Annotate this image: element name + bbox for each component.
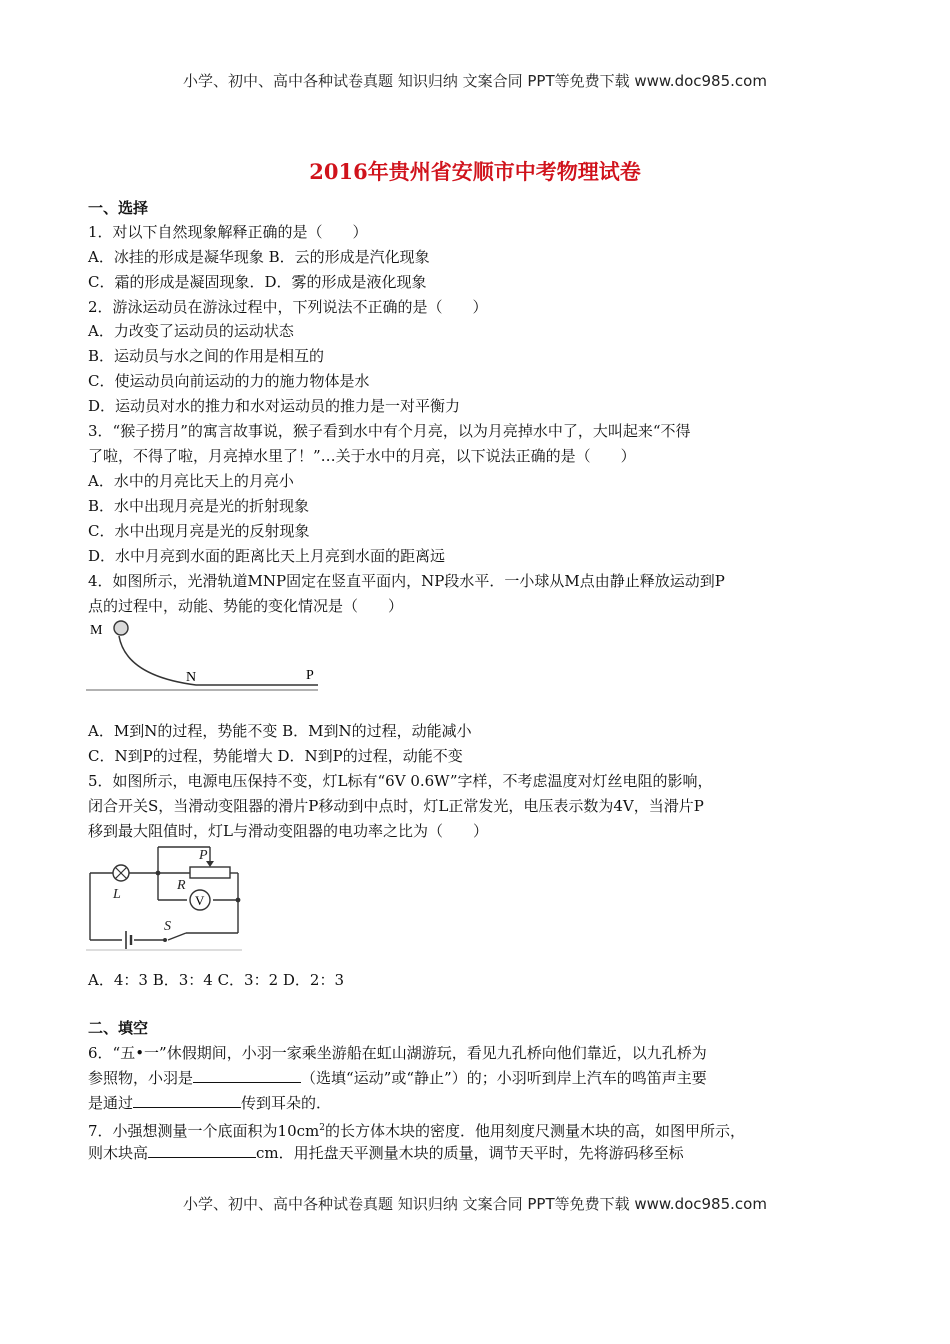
- q3-stem-line1: 3．“猴子捞月”的寓言故事说，猴子看到水中有个月亮，以为月亮掉水中了，大叫起来“不得: [88, 422, 691, 440]
- q5-circuit-figure: [86, 840, 246, 952]
- q7-line2-b: cm．用托盘天平测量木块的质量，调节天平时，先将游码移至标: [256, 1144, 684, 1162]
- q5-label-l: L: [113, 887, 121, 902]
- q2-stem: 2．游泳运动员在游泳过程中，下列说法不正确的是（ ）: [88, 298, 488, 316]
- q4-stem-line2: 点的过程中，动能、势能的变化情况是（ ）: [88, 597, 404, 615]
- q5-stem-line3: 移到最大阻值时，灯L与滑动变阻器的电功率之比为（ ）: [88, 822, 488, 840]
- q7-line2-a: 则木块高: [88, 1144, 149, 1162]
- q1-stem: 1．对以下自然现象解释正确的是（ ）: [88, 223, 368, 241]
- q3-stem-line2: 了啦，不得了啦，月亮掉水里了！”…关于水中的月亮，以下说法正确的是（ ）: [88, 447, 636, 465]
- q5-label-v: V: [195, 893, 205, 908]
- switch-pivot: [163, 938, 167, 942]
- battery-icon: [126, 931, 131, 949]
- q2-option-a: A．力改变了运动员的运动状态: [88, 322, 294, 340]
- q2-option-b: B．运动员与水之间的作用是相互的: [88, 347, 325, 365]
- q6-line2-b: （选填“运动”或“静止”）的；小羽听到岸上汽车的鸣笛声主要: [301, 1069, 707, 1087]
- q6-line3-a: 是通过: [88, 1094, 134, 1112]
- q6-line3-b: 传到耳朵的．: [241, 1094, 332, 1112]
- lamp-icon: [113, 865, 129, 881]
- q5-stem-line2: 闭合开关S，当滑动变阻器的滑片P移动到中点时，灯L正常发光，电压表示数为4V，当滑片P: [88, 797, 704, 815]
- q1-options-ab: A．冰挂的形成是凝华现象 B．云的形成是汽化现象: [88, 248, 430, 266]
- q4-options-ab: A．M到N的过程，势能不变 B．M到N的过程，动能减小: [88, 722, 472, 740]
- q6-blank-1[interactable]: [193, 1068, 301, 1083]
- q5-label-s: S: [164, 919, 171, 934]
- q5-label-p: P: [199, 848, 208, 863]
- q3-option-a: A．水中的月亮比天上的月亮小: [88, 472, 294, 490]
- q2-option-d: D．运动员对水的推力和水对运动员的推力是一对平衡力: [88, 397, 461, 415]
- q7-line2: [88, 1143, 684, 1163]
- q6-line3: [88, 1093, 331, 1113]
- voltmeter-icon: [190, 890, 210, 910]
- q5-label-r: R: [177, 878, 186, 893]
- q6-line1: 6．“五•一”休假期间，小羽一家乘坐游船在虹山湖游玩，看见九孔桥向他们靠近，以九孔桥为: [88, 1044, 707, 1062]
- q1-options-cd: C．霜的形成是凝固现象．D．雾的形成是液化现象: [88, 273, 427, 291]
- q4-stem-line1: 4．如图所示，光滑轨道MNP固定在竖直平面内，NP段水平．一小球从M点由静止释放运动到P: [88, 572, 725, 590]
- q5-options: A．4：3 B．3：4 C．3：2 D．2：3: [88, 971, 345, 989]
- q3-option-b: B．水中出现月亮是光的折射现象: [88, 497, 310, 515]
- q6-line2-a: 参照物，小羽是: [88, 1069, 194, 1087]
- q7-line1-b: 的长方体木块的密度．他用刻度尺测量木块的高，如图甲所示，: [325, 1122, 746, 1140]
- section-heading-fill: 二、填空: [88, 1019, 149, 1037]
- q7-line1: [88, 1118, 745, 1141]
- page-title: 2016年贵州省安顺市中考物理试卷: [309, 159, 641, 184]
- q4-track-curve: [119, 636, 318, 685]
- q4-options-cd: C．N到P的过程，势能增大 D．N到P的过程，动能不变: [88, 747, 463, 765]
- junction-dot: [156, 871, 161, 876]
- q6-blank-2[interactable]: [133, 1093, 241, 1108]
- q4-label-p: P: [306, 668, 314, 683]
- q6-line2: [88, 1068, 707, 1088]
- q4-label-n: N: [186, 670, 197, 685]
- q2-option-c: C．使运动员向前运动的力的施力物体是水: [88, 372, 370, 390]
- section-heading-choice: 一、选择: [88, 199, 149, 217]
- q3-option-d: D．水中月亮到水面的距离比天上月亮到水面的距离远: [88, 547, 446, 565]
- q7-superscript: 2: [319, 1123, 325, 1133]
- ball-icon: [114, 621, 128, 635]
- q3-option-c: C．水中出现月亮是光的反射现象: [88, 522, 310, 540]
- rheostat-icon: [190, 867, 230, 878]
- q7-blank-1[interactable]: [148, 1143, 256, 1158]
- page-header: 小学、初中、高中各种试卷真题 知识归纳 文案合同 PPT等免费下载 www.doc985.com: [183, 72, 767, 90]
- q4-label-m: M: [90, 623, 103, 638]
- q4-track-figure: [86, 618, 326, 694]
- q7-line1-a: 7．小强想测量一个底面积为10cm: [88, 1122, 320, 1140]
- q5-stem-line1: 5．如图所示，电源电压保持不变，灯L标有“6V 0.6W”字样，不考虑温度对灯丝电阻的影响，: [88, 772, 713, 790]
- page-footer: 小学、初中、高中各种试卷真题 知识归纳 文案合同 PPT等免费下载 www.doc985.com: [183, 1195, 767, 1213]
- junction-dot: [236, 898, 241, 903]
